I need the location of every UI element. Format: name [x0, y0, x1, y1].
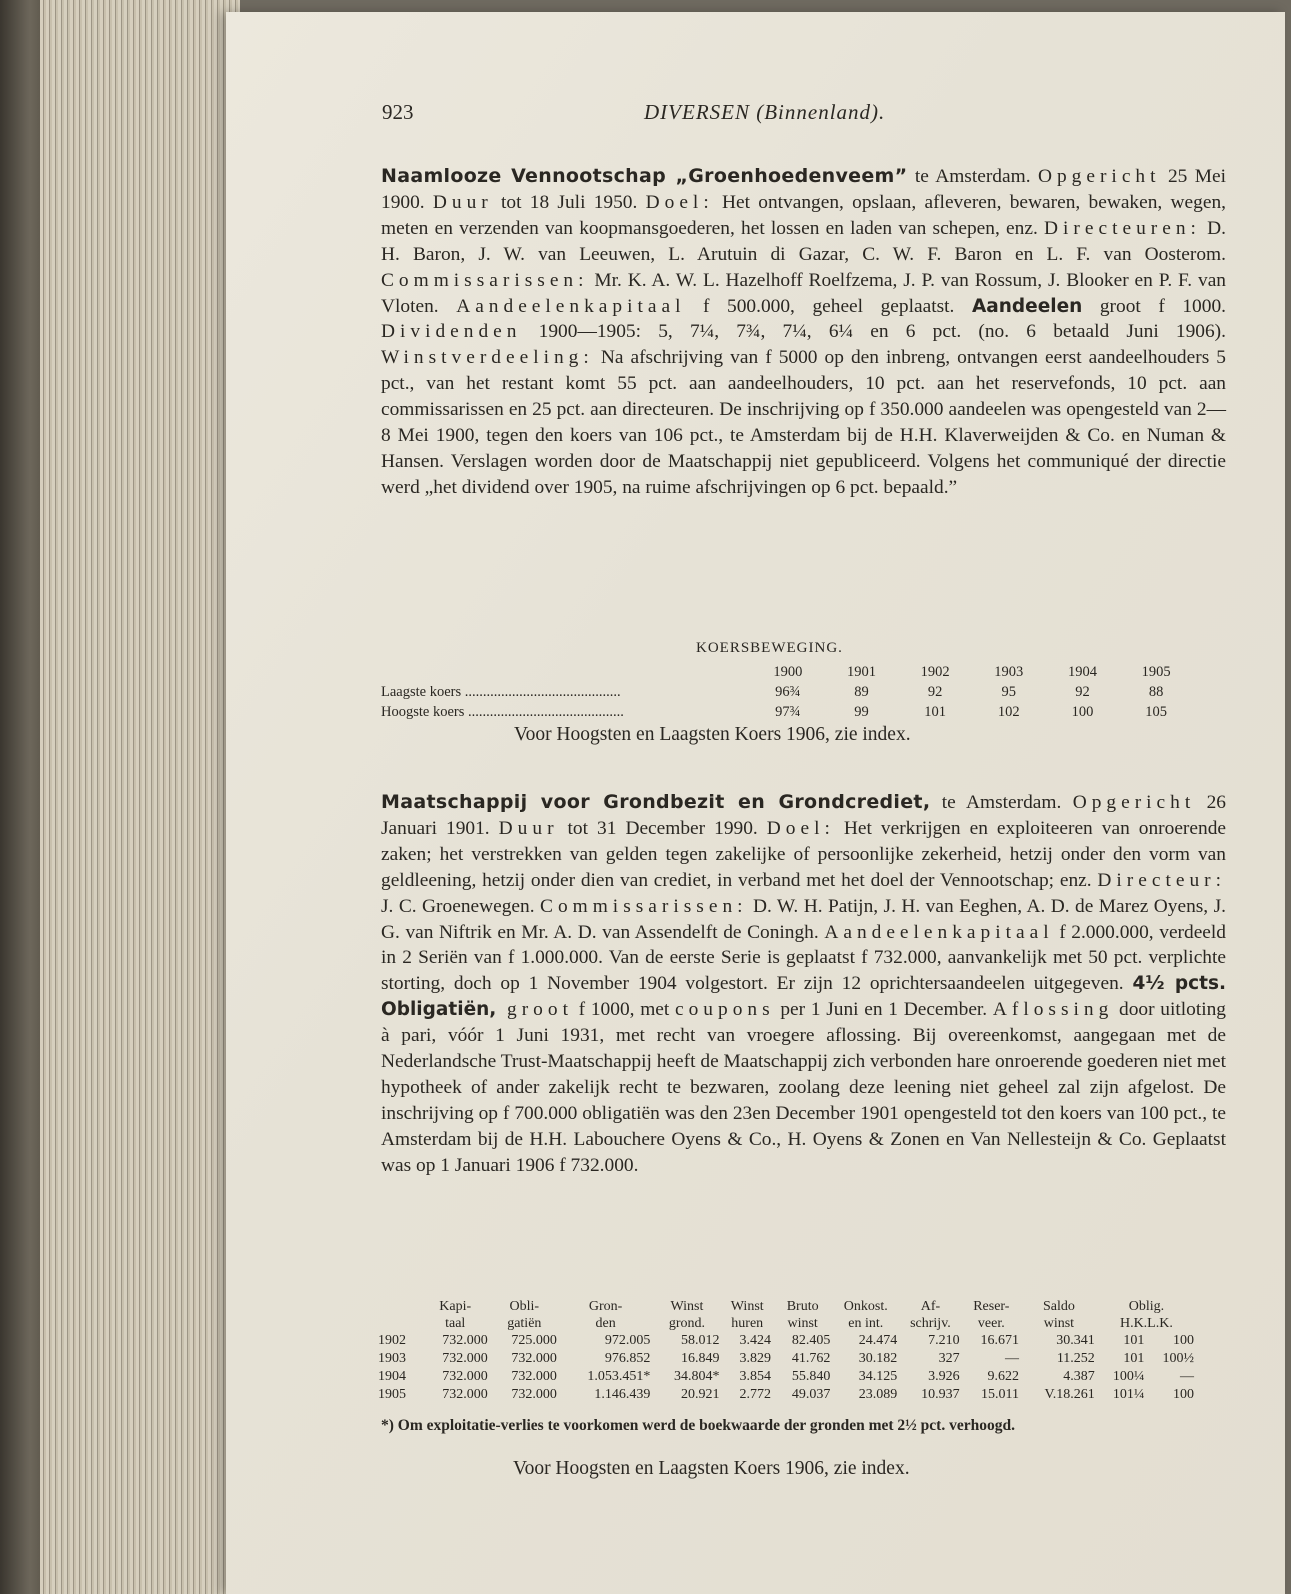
value-cell: 55.840: [791, 1369, 831, 1384]
koers-table-title: KOERSBEWEGING.: [696, 640, 843, 656]
value-cell: 976.852: [604, 1351, 651, 1366]
value-cell: 100: [1173, 1387, 1194, 1402]
header-cell: H.K.L.K.: [1119, 1316, 1173, 1331]
koers-table: [381, 662, 1193, 722]
value-cell: 101: [1123, 1333, 1145, 1348]
value-cell: 30.341: [1056, 1333, 1095, 1348]
company-name: Maatschappij voor Grondbezit en Grondcrediet,: [381, 791, 931, 813]
text: te Amsterdam.: [907, 166, 1038, 187]
header-cell: gatiën: [507, 1316, 542, 1331]
value-cell: 732.000: [511, 1387, 557, 1402]
value-cell: 10.937: [921, 1387, 960, 1402]
koers-header-row: [381, 662, 1193, 682]
fin-header-row: [376, 1298, 1196, 1315]
value-cell: 58.012: [680, 1333, 720, 1348]
label-coupons: coupons: [675, 999, 775, 1021]
year-cell: 1905: [1141, 663, 1171, 680]
header-cell: Bruto: [786, 1299, 819, 1314]
header-cell: Af-: [920, 1299, 941, 1314]
row-label: Hoogste koers ...........................................: [381, 703, 624, 720]
value-cell: 99: [854, 703, 869, 720]
label-kapitaal: Aandeelenkapitaal: [456, 295, 686, 317]
page-number: 923: [382, 100, 414, 124]
row-label: Laagste koers ...........................................: [381, 683, 621, 700]
value-cell: 7.210: [928, 1333, 960, 1348]
header-cell: Onkost.: [843, 1299, 888, 1314]
value-cell: 20.921: [680, 1387, 720, 1402]
header-cell: huren: [731, 1316, 764, 1331]
value-cell: 725.000: [511, 1333, 557, 1348]
header-cell: [376, 1315, 421, 1332]
text: f 1000, met: [572, 999, 675, 1021]
year-cell: 1903: [994, 663, 1024, 680]
label-doel: Doel:: [645, 191, 714, 213]
header-cell: Winst: [670, 1299, 704, 1314]
value-cell: 15.011: [981, 1387, 1019, 1402]
value-cell: 4.387: [1063, 1369, 1095, 1384]
header-cell: Winst: [730, 1299, 764, 1314]
label-kapitaal: Aandeelenkapitaal: [824, 921, 1054, 943]
value-cell: 3.829: [739, 1351, 771, 1366]
value-cell: 3.424: [739, 1333, 771, 1348]
value-cell: 105: [1145, 703, 1168, 720]
text: per 1 Juni en 1 December.: [774, 999, 993, 1021]
value-cell: 1.146.439: [594, 1387, 651, 1402]
text: f 500.000, geheel geplaatst.: [685, 295, 972, 317]
value-cell: 3.926: [928, 1369, 960, 1384]
header-cell: winst: [1043, 1316, 1075, 1331]
value-cell: 23.089: [858, 1387, 898, 1402]
fin-row: [376, 1386, 1196, 1404]
value-cell: 101¼: [1112, 1387, 1145, 1402]
value-cell: 101: [1123, 1351, 1145, 1366]
header-cell: Kapi-: [439, 1299, 472, 1314]
header-cell: schrijv.: [910, 1316, 951, 1331]
header-cell: Saldo: [1042, 1299, 1075, 1314]
header-cell: en int.: [848, 1316, 884, 1331]
value-cell: 100: [1173, 1333, 1194, 1348]
label-groot: groot: [496, 999, 573, 1021]
value-cell: 101: [924, 703, 947, 720]
value-cell: 100: [1071, 703, 1094, 720]
year-cell: 1902: [378, 1333, 406, 1348]
koers-index-note: Voor Hoogsten en Laagsten Koers 1906, zie index.: [514, 724, 911, 745]
value-cell: V.18.261: [1044, 1387, 1095, 1402]
value-cell: 49.037: [791, 1387, 831, 1402]
text: 1900—1905: 5, 7¼, 7¾, 7¼, 6¼ en 6 pct. (no. 6 betaald Juni 1906).: [521, 321, 1226, 343]
header-cell: grond.: [668, 1316, 706, 1331]
value-cell: 3.854: [739, 1369, 771, 1384]
value-cell: 2.772: [739, 1387, 771, 1402]
text: 26 Januari 1901.: [381, 792, 1226, 839]
label-obligatien: 4½ pcts. Obligatiën,: [381, 973, 1226, 1021]
text: tot 18 Juli 1950.: [492, 191, 646, 213]
text: D. H. Baron, J. W. van Leeuwen, L. Arutuin di Gazar, C. W. F. Baron en L. F. van Oosterom.: [381, 217, 1226, 265]
value-cell: 34.804*: [673, 1369, 720, 1384]
year-cell: 1900: [773, 663, 803, 680]
value-cell: 30.182: [858, 1351, 898, 1366]
footnote: *) Om exploitatie-verlies te voorkomen werd de boekwaarde der gronden met 2½ pct. verhoogd.: [381, 1417, 1015, 1434]
header-cell: den: [595, 1316, 616, 1331]
value-cell: 732.000: [442, 1387, 488, 1402]
entry-grondbezit: [381, 790, 1226, 1179]
text: D. W. H. Patijn, J. H. van Eeghen, A. D. de Marez Oyens, J. G. van Niftrik en Mr. A. D. van Assendelft de Coningh.: [381, 895, 1226, 943]
text: te Amsterdam.: [930, 792, 1073, 813]
label-aflossing: Aflossing: [992, 999, 1114, 1021]
page-header: [382, 100, 1212, 132]
page-title: DIVERSEN (Binnenland).: [644, 100, 886, 124]
header-cell: Gron-: [588, 1299, 623, 1314]
label-duur: Duur: [432, 191, 493, 213]
value-cell: 732.000: [511, 1369, 557, 1384]
label-opgericht: Opgericht: [1072, 792, 1196, 813]
book-page: [226, 12, 1285, 1594]
label-aandeelen: Aandeelen: [971, 295, 1083, 317]
value-cell: —: [1004, 1351, 1019, 1366]
header-cell: Oblig.: [1128, 1299, 1165, 1314]
value-cell: 732.000: [442, 1333, 488, 1348]
label-duur: Duur: [498, 817, 559, 839]
value-cell: 732.000: [442, 1351, 488, 1366]
label-doel: Doel:: [766, 817, 835, 839]
page-edges: [40, 0, 240, 1594]
value-cell: 16.671: [980, 1333, 1019, 1348]
text: door uitloting à pari, vóór 1 Juni 1931, met recht van vroegere aflossing. Bij overeenkomst, aangegaan met de Nederlandsche Trust-Maatschappij heeft de Maatschappij zich verbonden hare onroerende goederen niet met hypotheek of ander zakelijk recht te bezwaren, zoolang deze leening niet geheel zal zijn afgelost. De inschrijving op f 700.000 obligatiën was den 23en December 1901 opengesteld tot den koers van 100 pct., te Amsterdam bij de H.H. Labouchere Oyens & Co., H. Oyens & Zonen en Van Nellesteijn & Co. Geplaatst was op 1 Januari 1906 f 732.000.: [381, 999, 1226, 1176]
value-cell: 9.622: [987, 1369, 1019, 1384]
year-cell: 1902: [920, 663, 950, 680]
value-cell: 24.474: [858, 1333, 898, 1348]
value-cell: 16.849: [680, 1351, 720, 1366]
value-cell: 92: [927, 683, 943, 700]
header-cell: [376, 1298, 421, 1315]
year-cell: 1904: [378, 1369, 406, 1384]
company-name: Naamlooze Vennootschap „Groenhoedenveem”: [381, 165, 908, 187]
text: 25 Mei 1900.: [381, 166, 1226, 213]
text: tot 31 December 1990.: [558, 817, 767, 839]
value-cell: 97¾: [775, 703, 801, 720]
value-cell: 96¾: [775, 683, 801, 700]
text: J. C. Groenewegen.: [381, 895, 541, 917]
fin-row: [376, 1368, 1196, 1386]
blank-cell: [381, 662, 751, 682]
fin-row: [376, 1350, 1196, 1368]
value-cell: 327: [938, 1351, 960, 1366]
value-cell: 732.000: [442, 1369, 488, 1384]
year-cell: 1905: [378, 1387, 406, 1402]
year-cell: 1901: [846, 663, 876, 680]
value-cell: 100¼: [1112, 1369, 1145, 1384]
value-cell: 1.053.451*: [587, 1369, 651, 1384]
value-cell: 11.252: [1056, 1351, 1095, 1366]
label-commissarissen: Commissarissen:: [540, 895, 748, 917]
text: Na afschrijving van f 5000 op den inbreng, ontvangen eerst aandeelhouders 5 pct., van het restant komt 55 pct. aan aandeelhouders, 10 pct. aan het reservefonds, 10 pct. aan commissarissen en 25 pct. aan directeuren. De inschrijving op f 350.000 aandeelen was opengesteld van 2—8 Mei 1900, tegen den koers van 106 pct., te Amsterdam bij de H.H. Klaverweijden & Co. en Numan & Hansen. Verslagen worden door de Maatschappij niet gepubliceerd. Volgens het communiqué der directie werd „het dividend over 1905, na ruime afschrijvingen op 6 pct. bepaald.”: [381, 347, 1226, 498]
value-cell: 82.405: [791, 1333, 831, 1348]
text: Het verkrijgen en exploiteeren van onroerende zaken; het verstrekken van gelden tegen zakelijke of persoonlijke zekerheid, hetzij onder den vorm van geldleening, hetzij onder dien van crediet, in verband met het doel der Vennootschap; enz.: [381, 817, 1226, 891]
entry-groenhoedenveem: [381, 164, 1226, 501]
header-cell: taal: [445, 1316, 466, 1331]
value-cell: 92: [1075, 683, 1090, 700]
year-cell: 1903: [378, 1351, 406, 1366]
label-opgericht: Opgericht: [1037, 166, 1161, 187]
label-directeur: Directeur:: [1097, 869, 1226, 891]
value-cell: 95: [1001, 683, 1017, 700]
label-winstverdeeling: Winstverdeeling:: [381, 347, 594, 369]
value-cell: 89: [854, 683, 869, 700]
value-cell: 100½: [1162, 1351, 1194, 1366]
label-dividenden: Dividenden: [381, 321, 522, 343]
text: f 2.000.000, verdeeld in 2 Seriën van f 1.000.000. Van de eerste Serie is geplaatst f 732.000, aanvankelijk met 50 pct. verplichte storting, doch op 1 November 1904 volgestort. Er zijn 12 oprichtersaandeelen uitgegeven.: [381, 921, 1226, 995]
value-cell: 88: [1148, 683, 1164, 700]
text: groot f 1000.: [1082, 295, 1226, 317]
label-directeuren: Directeuren:: [1044, 217, 1201, 239]
value-cell: 41.762: [791, 1351, 831, 1366]
text: Het ontvangen, opslaan, afleveren, bewaren, bewaken, wegen, meten en verzenden van koopmansgoederen, het lossen en laden van schepen, enz.: [381, 191, 1226, 239]
value-cell: 34.125: [858, 1369, 898, 1384]
value-cell: 732.000: [511, 1351, 557, 1366]
header-cell: winst: [787, 1316, 818, 1331]
header-cell: veer.: [977, 1316, 1005, 1331]
text: Mr. K. A. W. L. Hazelhoff Roelfzema, J. P. van Rossum, J. Blooker en P. F. van Vloten.: [381, 269, 1226, 317]
value-cell: 102: [997, 703, 1020, 720]
header-cell: Obli-: [509, 1299, 540, 1314]
koers-index-note: Voor Hoogsten en Laagsten Koers 1906, zie index.: [513, 1458, 910, 1479]
financial-table: [376, 1298, 1196, 1404]
value-cell: 972.005: [604, 1333, 651, 1348]
value-cell: —: [1180, 1369, 1194, 1384]
koers-row: [381, 702, 1193, 722]
header-cell: Reser-: [973, 1299, 1010, 1314]
fin-header-row: [376, 1315, 1196, 1332]
fin-row: [376, 1332, 1196, 1350]
year-cell: 1904: [1067, 663, 1097, 680]
koers-row: [381, 682, 1193, 702]
label-commissarissen: Commissarissen:: [381, 269, 589, 291]
